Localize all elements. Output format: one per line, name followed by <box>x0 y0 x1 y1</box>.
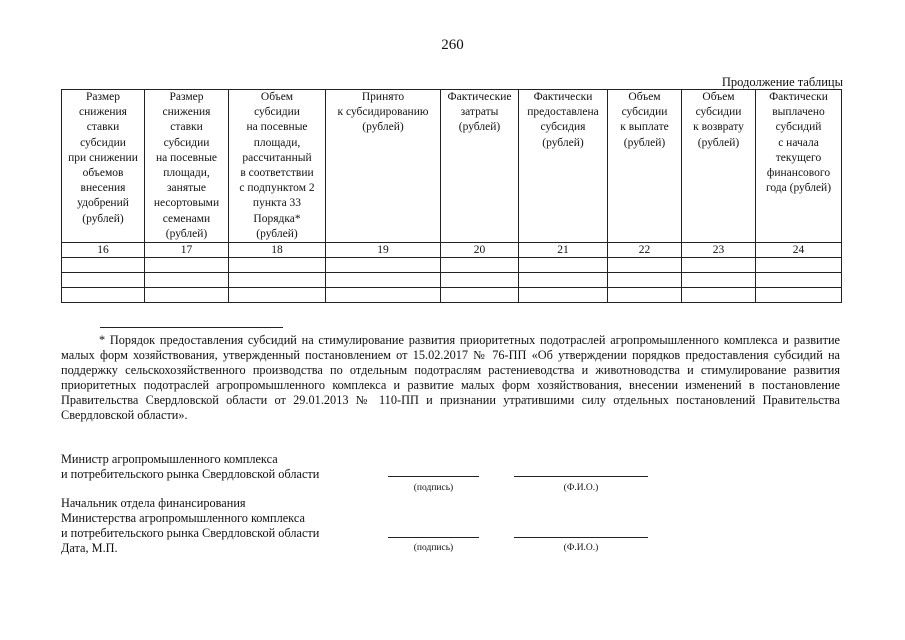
header-line: субсидий <box>775 121 822 134</box>
header-cell <box>145 90 229 243</box>
header-cell <box>682 90 756 243</box>
table-header-row <box>62 90 842 243</box>
header-line: снижения <box>79 106 127 119</box>
header-line: Порядка* <box>253 212 301 225</box>
header-line: (рублей) <box>82 212 124 225</box>
header-line: Объем <box>702 91 735 103</box>
header-line: к выплате <box>620 121 669 134</box>
header-cell <box>608 90 682 243</box>
header-line: ставки <box>170 121 203 134</box>
header-line: субсидии <box>80 136 126 149</box>
header-line: при снижении <box>68 151 138 164</box>
header-line: в соответствии <box>240 167 314 180</box>
column-number: 16 <box>62 243 145 258</box>
column-number: 17 <box>145 243 229 258</box>
header-line: субсидии <box>621 106 668 119</box>
column-number: 22 <box>608 243 682 258</box>
header-line: финансового <box>766 167 831 180</box>
table-row <box>62 273 842 288</box>
header-line: к возврату <box>693 121 744 134</box>
header-line: Размер <box>169 91 204 103</box>
minister-title: Министр агропромышленного комплекса и потребительского рынка Свердловской области <box>61 452 320 481</box>
header-line: рассчитанный <box>242 151 312 164</box>
header-line: субсидии <box>163 136 210 149</box>
header-line: Принято <box>361 91 405 103</box>
header-cell <box>229 90 326 243</box>
header-line: затраты <box>460 106 499 119</box>
header-line: Фактические <box>447 91 512 103</box>
header-line: к субсидированию <box>337 106 429 119</box>
header-line: субсидии <box>254 106 300 119</box>
header-cell <box>519 90 608 243</box>
minister-fio-caption: (Ф.И.О.) <box>563 483 599 493</box>
header-line: выплачено <box>772 106 825 119</box>
table-row <box>62 288 842 303</box>
header-line: снижения <box>162 106 211 119</box>
header-line: площади, <box>163 167 210 180</box>
page-number: 260 <box>441 37 464 53</box>
header-line: семенами <box>162 212 211 225</box>
head-signature-caption: (подпись) <box>413 543 454 553</box>
footnote: * Порядок предоставления субсидий на стимулирование развития приоритетных подотраслей агропромышленного комплекса и развитие малых форм хозяйствования, утвержденный постановлением от 15.02.2017 № 76-ПП «Об утверждении порядков предоставления субсидий на поддержку сельскохозяйственного производства по отдельным подотраслям растениеводства и животноводства и стимулирование развития приоритетных подотраслей агропромышленного комплекса и развитие малых форм хозяйствования, внесении изменений в постановление Правительства Свердловской области от 29.01.2013 № 110-ПП и признании утратившими силу отдельных постановлений Правительства Свердловской области». <box>61 333 840 422</box>
column-number: 19 <box>326 243 441 258</box>
header-line: занятые <box>167 182 206 195</box>
header-line: субсидия <box>540 121 586 134</box>
header-line: на посевные <box>155 151 218 164</box>
header-line: (рублей) <box>458 121 501 134</box>
department-head-title: Начальник отдела финансирования Министерства агропромышленного комплекса и потребительского рынка Свердловской области Дата, М.П. <box>61 496 320 555</box>
header-line: с подпунктом 2 <box>239 182 315 195</box>
header-line: (рублей) <box>362 121 404 134</box>
header-line: (рублей) <box>623 136 666 149</box>
head-signature-line <box>388 537 479 538</box>
header-line: предоставлена <box>527 106 599 119</box>
subsidy-table <box>61 89 842 303</box>
minister-signature-caption: (подпись) <box>413 483 454 493</box>
header-line: Фактически <box>533 91 593 103</box>
header-line: ставки <box>86 121 120 134</box>
header-line: (рублей) <box>697 136 740 149</box>
header-line: удобрений <box>77 197 129 210</box>
column-number: 18 <box>229 243 326 258</box>
head-fio-caption: (Ф.И.О.) <box>563 543 599 553</box>
column-number: 21 <box>519 243 608 258</box>
column-number: 23 <box>682 243 756 258</box>
header-line: (рублей) <box>165 227 208 240</box>
header-cell <box>62 90 145 243</box>
header-line: (рублей) <box>256 227 298 240</box>
head-fio-line <box>514 537 648 538</box>
header-line: Фактически <box>769 91 828 103</box>
header-cell <box>326 90 441 243</box>
footnote-divider <box>100 327 283 328</box>
header-line: субсидии <box>695 106 742 119</box>
column-number: 20 <box>441 243 519 258</box>
header-line: на посевные <box>246 121 308 134</box>
header-line: внесения <box>80 182 126 195</box>
header-line: Объем <box>628 91 661 103</box>
minister-fio-line <box>514 476 648 477</box>
header-line: текущего <box>775 151 822 164</box>
header-line: несортовыми <box>153 197 220 210</box>
header-line: объемов <box>82 167 124 180</box>
header-line: (рублей) <box>542 136 584 149</box>
header-cell <box>756 90 842 243</box>
column-number-row <box>62 243 842 258</box>
table-continuation-label: Продолжение таблицы <box>721 75 843 89</box>
header-line: года (рублей) <box>765 182 832 195</box>
header-cell <box>441 90 519 243</box>
column-number: 24 <box>756 243 842 258</box>
header-line: с начала <box>778 136 819 149</box>
table-row <box>62 258 842 273</box>
header-line: Размер <box>85 91 120 103</box>
header-line: площади, <box>253 136 301 149</box>
header-line: Объем <box>260 91 294 103</box>
minister-signature-line <box>388 476 479 477</box>
header-line: пункта 33 <box>252 197 302 210</box>
